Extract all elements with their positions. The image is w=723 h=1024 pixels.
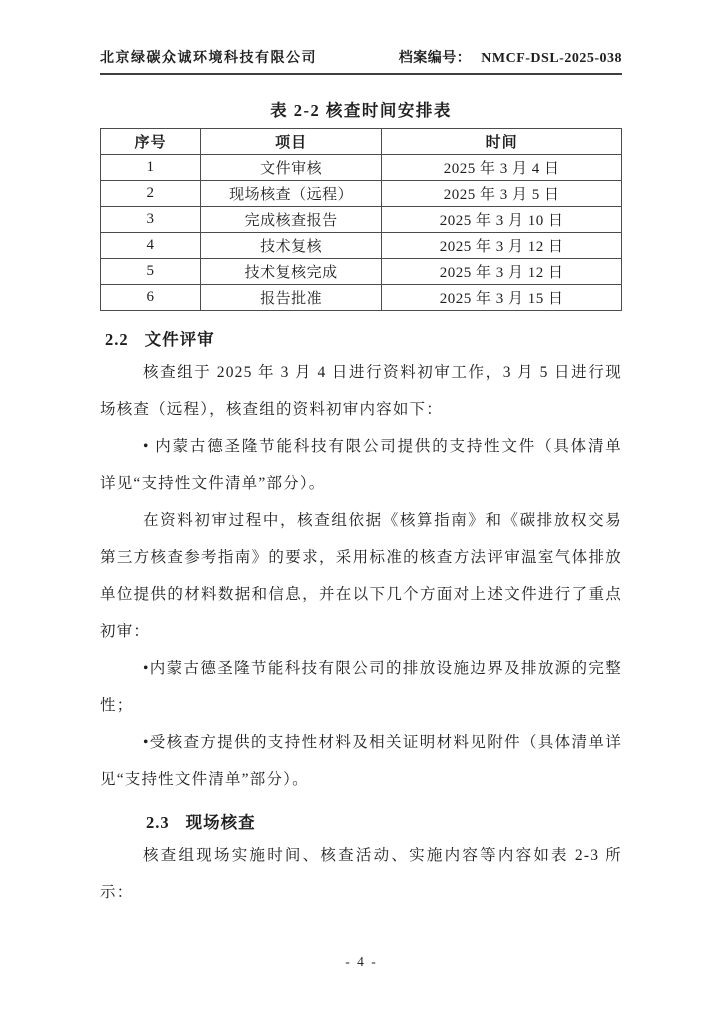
- section-heading-2-2: [105, 326, 622, 350]
- paragraph-doc-review-intro: 核查组于 2025 年 3 月 4 日进行资料初审工作，3 月 5 日进行现场核查（远程），核查组的资料初审内容如下：: [100, 364, 622, 418]
- cell-time: 2025 年 3 月 12 日: [382, 259, 622, 285]
- verification-schedule-table: [100, 128, 622, 311]
- archive-label: 档案编号：: [398, 51, 472, 66]
- section-title: 现场核查: [185, 813, 256, 832]
- paragraph-onsite-intro: 核查组现场实施时间、核查活动、实施内容等内容如表 2-3 所示：: [100, 847, 622, 901]
- cell-time: 2025 年 3 月 12 日: [382, 233, 622, 259]
- section-heading-2-3: [146, 809, 622, 833]
- table-row: [101, 259, 622, 285]
- cell-time: 2025 年 3 月 4 日: [382, 155, 622, 181]
- table-row: [101, 155, 622, 181]
- header-archive: [399, 47, 622, 67]
- cell-seq: 3: [101, 207, 201, 233]
- cell-item: 技术复核完成: [201, 259, 382, 285]
- column-header-seq: 序号: [101, 129, 201, 155]
- column-header-item: 项目: [201, 129, 382, 155]
- table-caption: 表 2-2 核查时间安排表: [270, 101, 452, 120]
- cell-time: 2025 年 3 月 5 日: [382, 181, 622, 207]
- cell-time: 2025 年 3 月 10 日: [382, 207, 622, 233]
- bullet-supporting-documents: • 内蒙古德圣隆节能科技有限公司提供的支持性文件（具体清单详见“支持性文件清单”部分）。: [100, 438, 622, 492]
- cell-item: 文件审核: [201, 155, 382, 181]
- table-header-row: [101, 129, 622, 155]
- cell-item: 现场核查（远程）: [201, 181, 382, 207]
- cell-seq: 6: [101, 285, 201, 311]
- cell-seq: 2: [101, 181, 201, 207]
- bullet-boundary-completeness: •内蒙古德圣隆节能科技有限公司的排放设施边界及排放源的完整性；: [100, 660, 622, 714]
- paragraph-review-basis: 在资料初审过程中，核查组依据《核算指南》和《碳排放权交易第三方核查参考指南》的要求，采用标准的核查方法评审温室气体排放单位提供的材料数据和信息，并在以下几个方面对上述文件进行了重点初审：: [100, 512, 622, 640]
- column-header-time: 时间: [382, 129, 622, 155]
- cell-seq: 1: [101, 155, 201, 181]
- cell-seq: 4: [101, 233, 201, 259]
- table-row: [101, 285, 622, 311]
- cell-item: 完成核查报告: [201, 207, 382, 233]
- archive-number: NMCF-DSL-2025-038: [481, 51, 622, 66]
- cell-time: 2025 年 3 月 15 日: [382, 285, 622, 311]
- cell-seq: 5: [101, 259, 201, 285]
- section-number: 2.2: [105, 330, 129, 349]
- header-company-name: 北京绿碳众诚环境科技有限公司: [100, 51, 317, 66]
- cell-item: 技术复核: [201, 233, 382, 259]
- section-number: 2.3: [146, 813, 170, 832]
- bullet-supporting-materials: •受核查方提供的支持性材料及相关证明材料见附件（具体清单详见“支持性文件清单”部分）。: [100, 734, 622, 788]
- page-header: [100, 47, 622, 75]
- table-row: [101, 233, 622, 259]
- table-row: [101, 181, 622, 207]
- section-title: 文件评审: [144, 330, 215, 349]
- cell-item: 报告批准: [201, 285, 382, 311]
- page-number: - 4 -: [345, 954, 378, 969]
- table-row: [101, 207, 622, 233]
